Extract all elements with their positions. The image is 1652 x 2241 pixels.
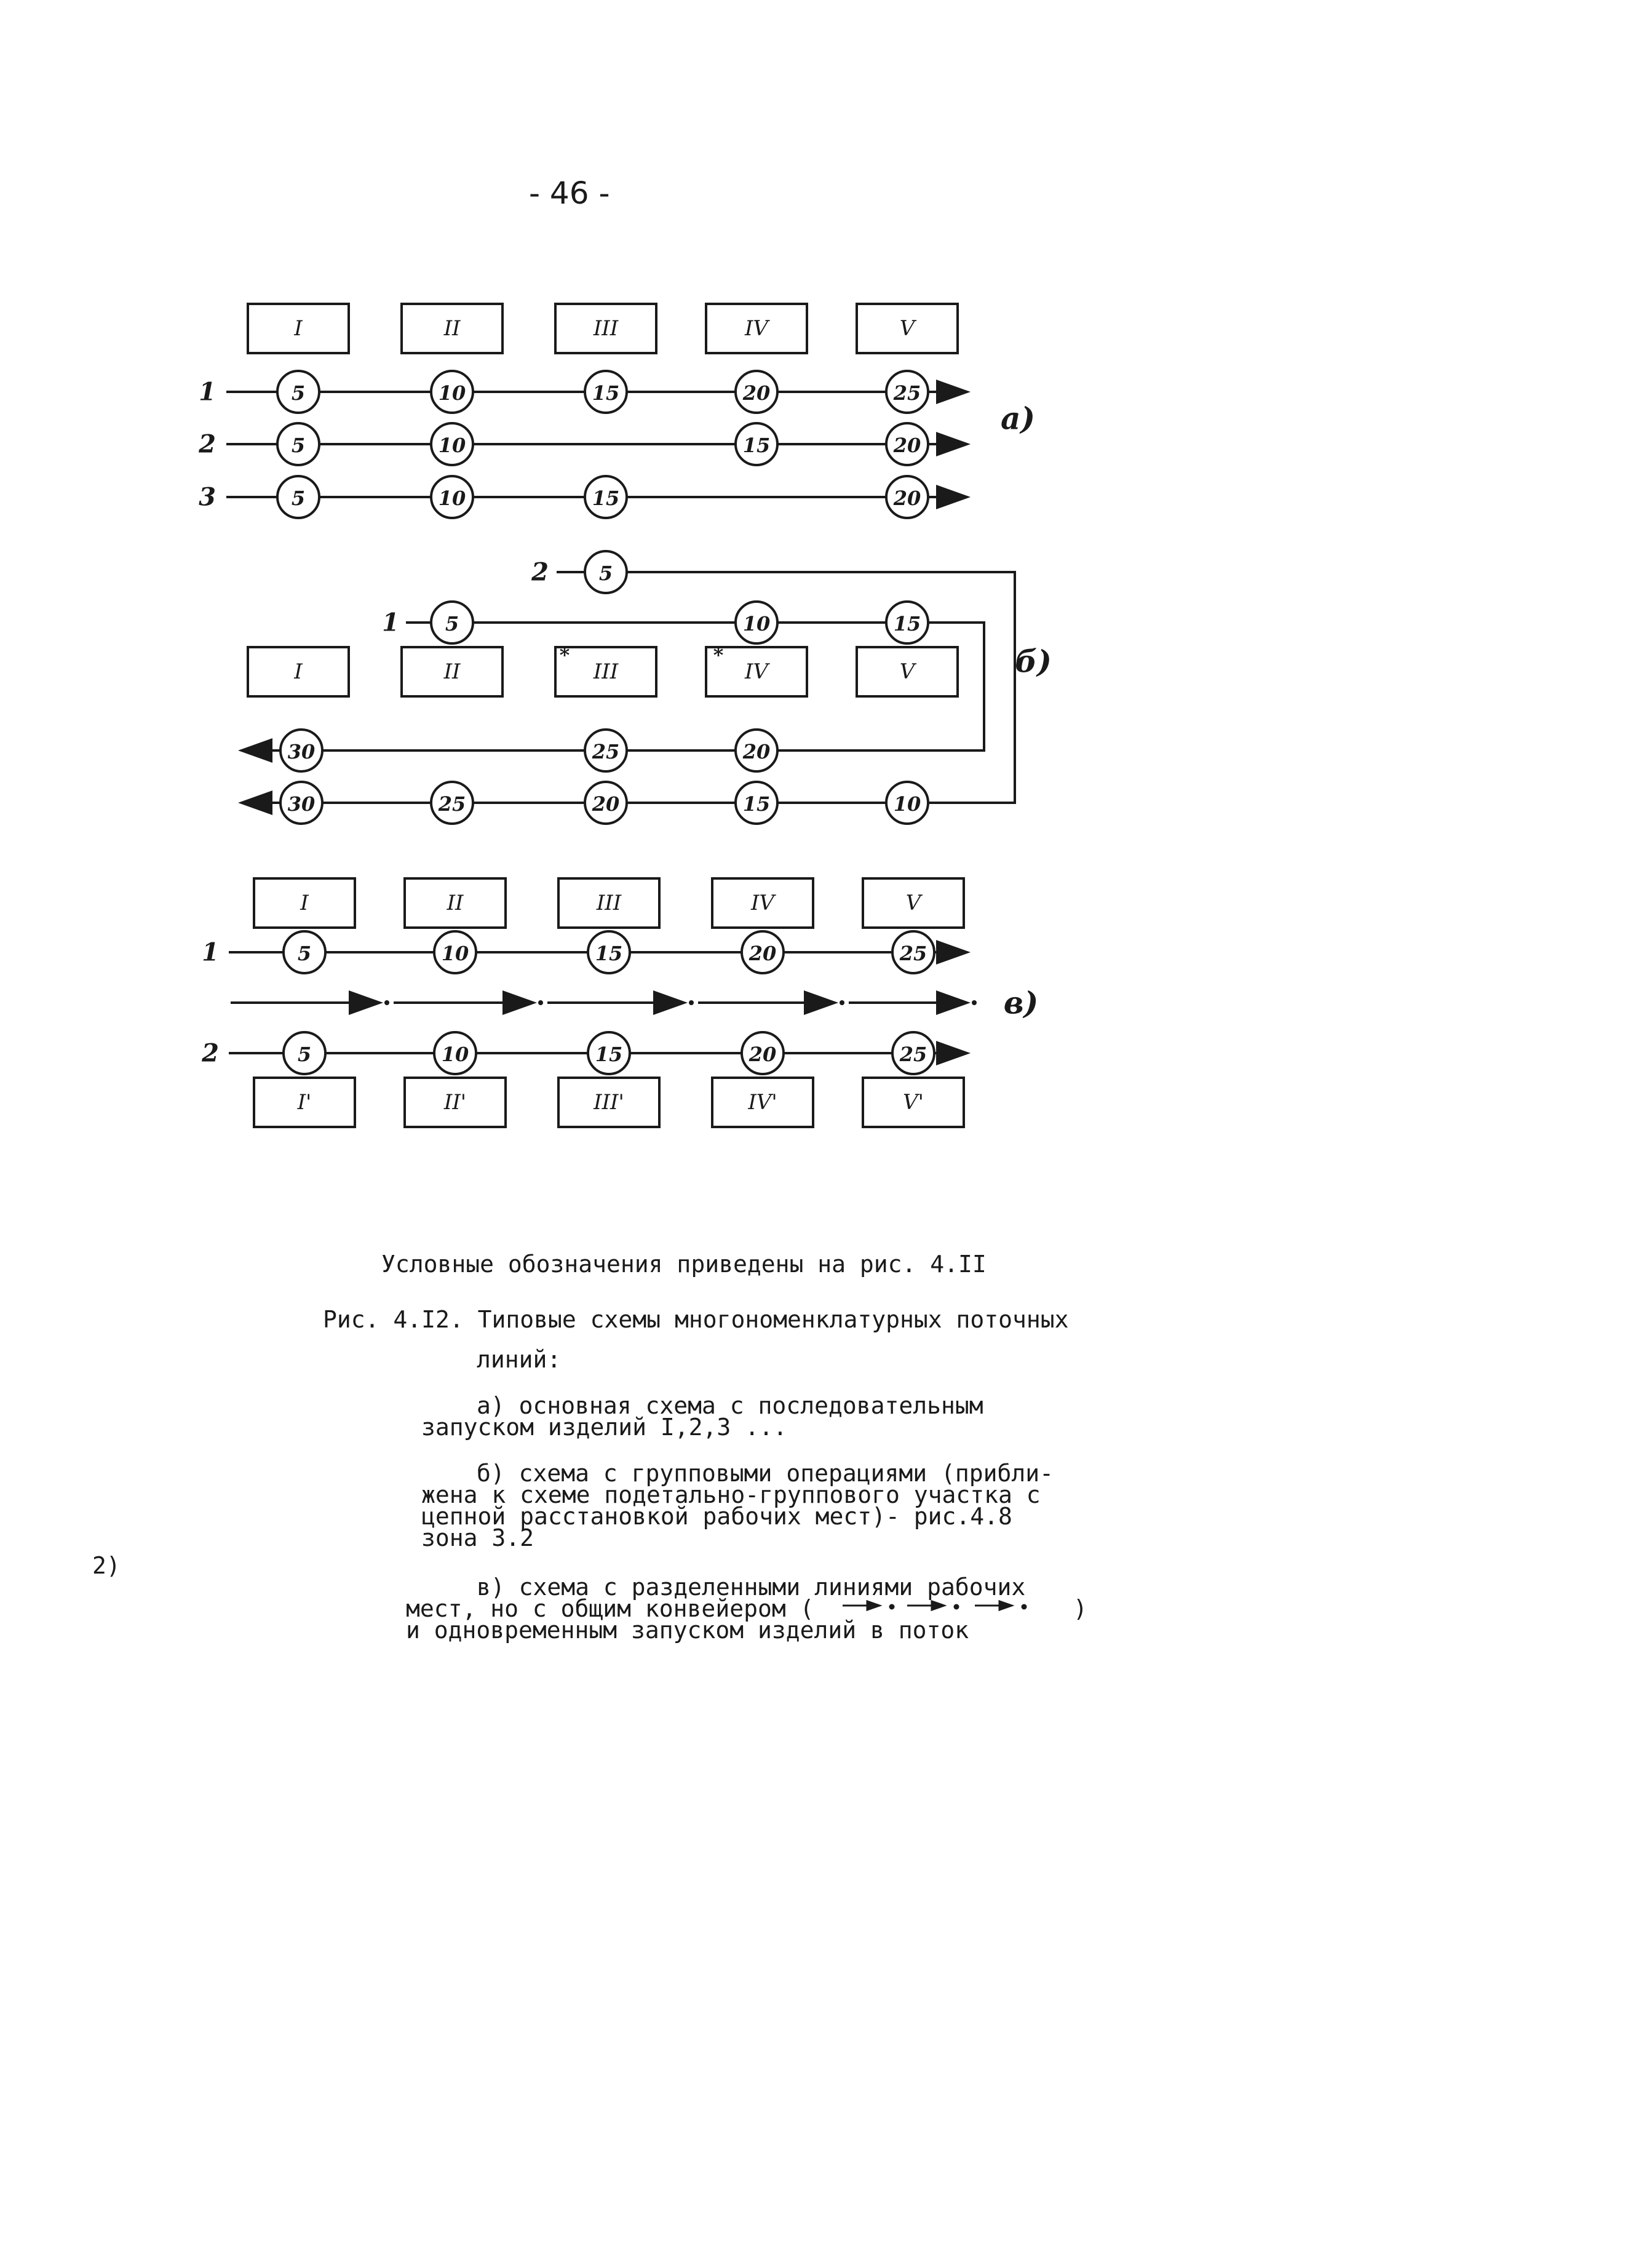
- scheme-b-label: б): [1015, 643, 1052, 680]
- workstation-label: IV: [745, 659, 768, 684]
- caption-item-b: б) схема с групповыми операциями (прибли-: [477, 1460, 1054, 1487]
- line-number: 2: [531, 557, 549, 587]
- operation-node-label: 25: [899, 942, 927, 965]
- operation-node-label: 15: [595, 942, 623, 965]
- workstation-label: III: [593, 316, 619, 341]
- operation-node-label: 20: [749, 1043, 777, 1066]
- caption-item-b-line-4: зона 3.2: [421, 1524, 534, 1551]
- caption-item-a-continuation: запуском изделий I,2,3 ...: [421, 1414, 787, 1441]
- caption-item-b-line-3: цепной расстановкой рабочих мест)- рис.4.8: [421, 1503, 1012, 1530]
- operation-node-label: 10: [742, 612, 771, 635]
- line-number: 3: [199, 482, 216, 512]
- caption-item-c: в) схема с разделенными линиями рабочих: [477, 1574, 1026, 1601]
- operation-node-label: 30: [287, 740, 316, 763]
- scheme-c: [201, 878, 1038, 1127]
- line-number: 1: [202, 937, 219, 967]
- workstation-label: IV: [745, 316, 768, 341]
- operation-node-label: 5: [297, 1043, 312, 1066]
- operation-node-label: 15: [893, 612, 921, 635]
- operation-node-label: 10: [438, 487, 466, 510]
- operation-node-label: 20: [893, 434, 921, 457]
- workstation-label: IV: [751, 891, 774, 915]
- workstation-label: I: [294, 659, 303, 684]
- operation-node-label: 10: [438, 434, 466, 457]
- figure-caption: Рис. 4.I2. Типовые схемы многономенклатурных поточных: [323, 1306, 1069, 1333]
- workstation-label: V': [903, 1090, 924, 1115]
- workstation-label: I: [300, 891, 309, 915]
- operation-node-label: 5: [297, 942, 312, 965]
- conveyor-dot: [384, 1000, 389, 1005]
- conveyor-dot: [689, 1000, 694, 1005]
- operation-node-label: 20: [749, 942, 777, 965]
- operation-node-label: 25: [438, 792, 466, 816]
- caption-item-b-line-2: жена к схеме подетально-группового участка с: [421, 1481, 1041, 1508]
- workstation-label: V: [899, 316, 915, 341]
- operation-node-label: 5: [445, 612, 459, 635]
- line-number: 2: [202, 1038, 219, 1068]
- operation-node-label: 15: [742, 434, 771, 457]
- operation-node-label: 20: [742, 740, 771, 763]
- operation-node-label: 10: [441, 1043, 469, 1066]
- workstation-label: III: [593, 659, 619, 684]
- line-number: 1: [199, 377, 216, 407]
- operation-node-label: 20: [592, 792, 620, 816]
- workstation-label: II: [447, 891, 464, 915]
- operation-node-label: 25: [899, 1043, 927, 1066]
- operation-node-label: 20: [893, 487, 921, 510]
- operation-node-label: 25: [893, 381, 921, 405]
- caption-item-c-line-2: мест, но с общим конвейером (: [406, 1595, 814, 1622]
- caption-item-c-bracket: ): [1073, 1595, 1087, 1622]
- operation-node-label: 20: [742, 381, 771, 405]
- line-number: 2: [199, 429, 216, 459]
- workstation-label: I': [297, 1090, 312, 1115]
- operation-node-label: 30: [287, 792, 316, 816]
- operation-node-label: 5: [291, 381, 306, 405]
- margin-mark: 2): [92, 1552, 121, 1579]
- legend-note: Условные обозначения приведены на рис. 4.II: [381, 1251, 987, 1278]
- operation-node-label: 15: [592, 487, 620, 510]
- scheme-c-label: в): [1003, 984, 1039, 1021]
- conveyor-dot: [840, 1000, 844, 1005]
- page-number: - 46 -: [529, 175, 610, 211]
- scheme-b: [243, 551, 1052, 824]
- caption-item-c-line-3: и одновременным запуском изделий в поток: [406, 1617, 969, 1644]
- line-number: 1: [382, 608, 399, 637]
- operation-node-label: 5: [598, 562, 613, 585]
- operation-node-label: 5: [291, 487, 306, 510]
- conveyor-dot: [538, 1000, 543, 1005]
- workstation-label: II': [443, 1090, 467, 1115]
- workstation-label: IV': [748, 1090, 777, 1115]
- figure-caption-continuation: линий:: [477, 1346, 562, 1373]
- scheme-a-label: а): [1000, 400, 1036, 437]
- operation-node-label: 15: [742, 792, 771, 816]
- workstation-label: V: [899, 659, 915, 684]
- workstation-label: II: [443, 659, 461, 684]
- station-mark: *: [713, 643, 724, 667]
- operation-node-label: 10: [438, 381, 466, 405]
- workstation-label: V: [905, 891, 921, 915]
- operation-node-label: 10: [893, 792, 921, 816]
- conveyor-symbol-icon: [843, 1593, 1039, 1618]
- station-mark: *: [559, 643, 570, 667]
- workstation-label: I: [294, 316, 303, 341]
- operation-node-label: 10: [441, 942, 469, 965]
- workstation-label: II: [443, 316, 461, 341]
- workstation-label: III: [596, 891, 622, 915]
- operation-node-label: 15: [595, 1043, 623, 1066]
- operation-node-label: 15: [592, 381, 620, 405]
- workstation-label: III': [594, 1090, 624, 1115]
- operation-node-label: 25: [592, 740, 620, 763]
- operation-node-label: 5: [291, 434, 306, 457]
- caption-item-a: а) основная схема с последовательным: [477, 1392, 983, 1419]
- conveyor-dot: [972, 1000, 977, 1005]
- scheme-a: [198, 304, 1035, 518]
